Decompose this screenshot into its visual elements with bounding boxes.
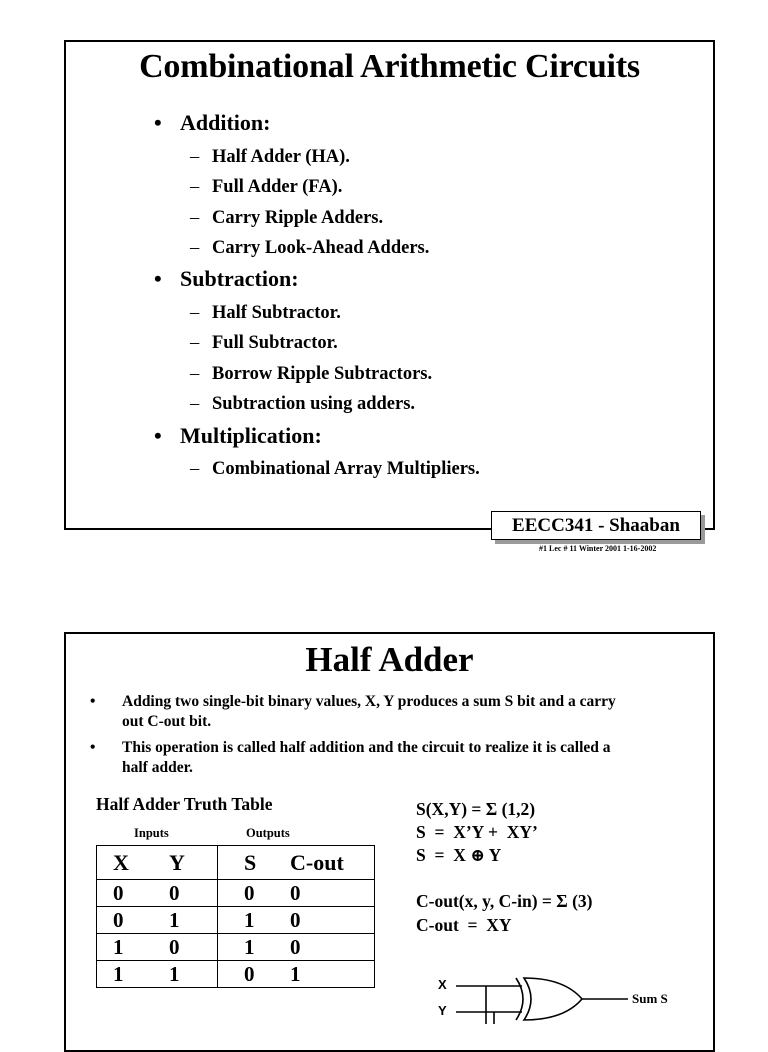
dash-mark: – <box>190 364 200 384</box>
sub-bullet-item <box>190 364 432 385</box>
table-row <box>97 880 375 907</box>
inputs-label: Inputs <box>134 826 169 840</box>
cell: 1 <box>157 961 218 988</box>
dash-mark: – <box>190 238 200 258</box>
cell: 0 <box>218 961 279 988</box>
sub-bullet-item <box>190 238 429 259</box>
equation-cout-minterms: C-out(x, y, C-in) = Σ (3) <box>416 891 593 911</box>
bullet-text: Carry Ripple Adders. <box>212 208 384 228</box>
cell: 1 <box>278 961 375 988</box>
outputs-label: Outputs <box>246 826 290 840</box>
bullet-line: Adding two single-bit binary values, X, Y produces a sum S bit and a carry <box>122 693 616 710</box>
bullet-text: Half Adder (HA). <box>212 147 350 167</box>
sub-bullet-item <box>190 177 342 198</box>
bullet-mark: • <box>154 266 162 291</box>
bullet-text: Multiplication: <box>180 423 322 448</box>
bullet-text: Half Subtractor. <box>212 303 341 323</box>
table-header-row <box>97 846 375 880</box>
slide-title: Combinational Arithmetic Circuits <box>139 48 640 85</box>
equation-cout-expr: C-out = XY <box>416 915 512 935</box>
bullet-mark: • <box>154 110 162 135</box>
cell: 1 <box>97 934 158 961</box>
sub-bullet-item <box>190 333 338 354</box>
dash-mark: – <box>190 333 200 353</box>
sub-bullet-item <box>190 208 383 229</box>
slide-combinational-arithmetic <box>64 40 715 536</box>
cell: 0 <box>278 880 375 907</box>
bullet-paragraph <box>90 738 690 778</box>
table-row <box>97 907 375 934</box>
dash-mark: – <box>190 394 200 414</box>
dash-mark: – <box>190 208 200 228</box>
bullet-text: Full Subtractor. <box>212 333 338 353</box>
bullet-mark: • <box>154 423 162 448</box>
table-row <box>97 961 375 988</box>
xor-gate-diagram <box>434 974 634 1024</box>
cell: 0 <box>97 907 158 934</box>
bullet-mark: • <box>90 739 96 756</box>
bullet-line: This operation is called half addition and the circuit to realize it is called a <box>122 739 611 756</box>
dash-mark: – <box>190 147 200 167</box>
bullet-text: Combinational Array Multipliers. <box>212 459 480 479</box>
equation-s-minterms: S(X,Y) = Σ (1,2) <box>416 799 536 819</box>
lecture-meta: #1 Lec # 11 Winter 2001 1-16-2002 <box>539 544 657 553</box>
dash-mark: – <box>190 459 200 479</box>
cell: 0 <box>97 880 158 907</box>
cell: 0 <box>218 880 279 907</box>
bullet-text: Full Adder (FA). <box>212 177 343 197</box>
sub-bullet-item <box>190 147 350 168</box>
bullet-mark: • <box>90 693 96 710</box>
bullet-text: Subtraction: <box>180 266 299 291</box>
header-x: X <box>97 846 158 880</box>
bullet-text: Subtraction using adders. <box>212 394 416 414</box>
cell: 1 <box>97 961 158 988</box>
cell: 0 <box>278 934 375 961</box>
truth-table-title: Half Adder Truth Table <box>96 794 273 814</box>
cell: 1 <box>218 907 279 934</box>
cell: 0 <box>157 934 218 961</box>
equation-s-sop: S = X’Y + XY’ <box>416 822 538 842</box>
slide-title: Half Adder <box>305 640 474 679</box>
xor-gate-body <box>524 978 582 1020</box>
header-s: S <box>218 846 279 880</box>
bullet-item <box>154 266 299 292</box>
equation-s-xor: S = X ⊕ Y <box>416 845 502 865</box>
header-y: Y <box>157 846 218 880</box>
xor-back-curve <box>516 978 523 1020</box>
bullet-text: Borrow Ripple Subtractors. <box>212 364 433 384</box>
sub-bullet-item <box>190 459 480 480</box>
bullet-item <box>154 423 322 449</box>
input-y-label: Y <box>438 1003 447 1018</box>
cell: 0 <box>157 880 218 907</box>
header-cout: C-out <box>278 846 375 880</box>
cell: 1 <box>218 934 279 961</box>
cell: 1 <box>157 907 218 934</box>
cell: 0 <box>278 907 375 934</box>
bullet-paragraph <box>90 692 690 732</box>
dash-mark: – <box>190 177 200 197</box>
truth-table <box>96 845 375 988</box>
bullet-line: half adder. <box>122 759 193 776</box>
sub-bullet-item <box>190 303 341 324</box>
sub-bullet-item <box>190 394 415 415</box>
bullet-text: Carry Look-Ahead Adders. <box>212 238 430 258</box>
table-row <box>97 934 375 961</box>
course-footer-label: EECC341 - Shaaban <box>491 511 701 540</box>
bullet-text: Addition: <box>180 110 271 135</box>
bullet-line: out C-out bit. <box>122 713 212 730</box>
bullet-item <box>154 110 270 136</box>
input-x-label: X <box>438 977 447 992</box>
sum-output-label: Sum S <box>632 991 668 1006</box>
dash-mark: – <box>190 303 200 323</box>
slide-half-adder <box>64 632 715 1052</box>
